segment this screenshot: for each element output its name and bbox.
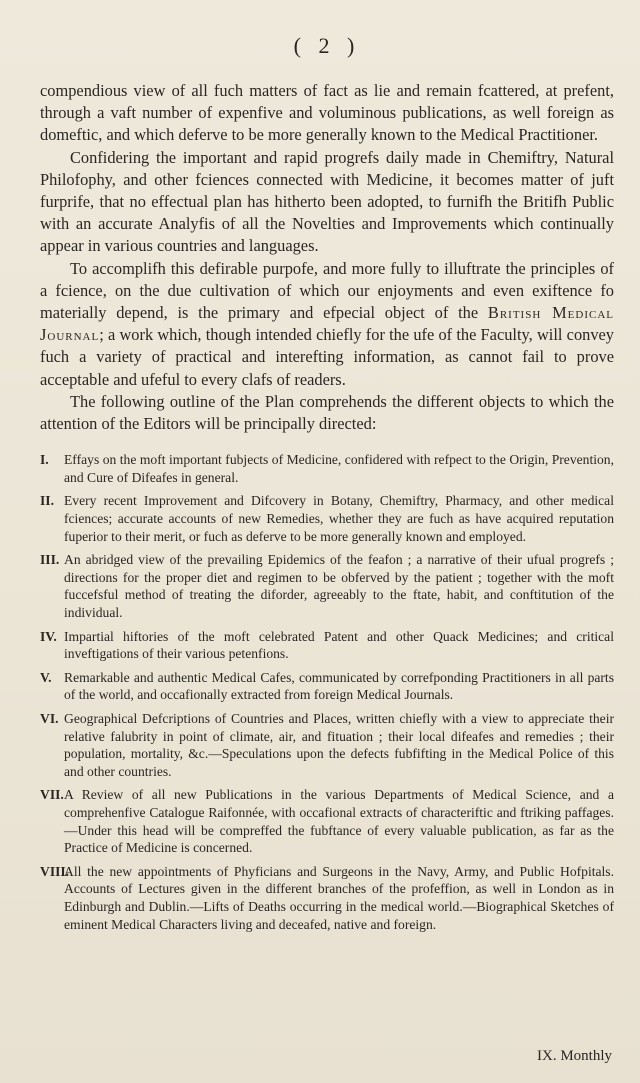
list-item [40, 451, 614, 486]
list-item [40, 669, 614, 704]
list-item-text: Impartial hiftories of the moft celebrated Patent and other Quack Medicines; and critical inveftigations of their various petenfions. [64, 628, 614, 662]
paragraph-3 [40, 258, 614, 391]
paragraph-3-after: ; a work which, though intended chiefly for the ufe of the Faculty, will convey fuch a variety of practical and interefting information, as cannot fail to prove acceptable and ufeful to every clafs of readers. [40, 325, 614, 389]
list-item-number: VIII. [40, 863, 70, 879]
body-text [40, 80, 614, 435]
list-item-text: Geographical Defcriptions of Countries and Places, written chiefly with a view to appreciate their relative falubrity in point of climate, air, and fituation ; their local difeafes and remedies ; their population, mortality, &c.—Speculations upon the defects fubfifting in the Medical Police of this and other countries. [64, 710, 614, 779]
list-item-number: VII. [40, 787, 64, 803]
list-item-text: Remarkable and authentic Medical Cafes, communicated by correfponding Practitioners in all parts of the world, and occafionally extracted from foreign Medical Journals. [64, 669, 614, 703]
list-item [40, 628, 614, 663]
paragraph-1: compendious view of all fuch matters of fact as lie and remain fcattered, at prefent, through a vaft number of expenfive and voluminous publications, as well foreign as domeftic, and which deferve to be more generally known to the Medical Practitioner. [40, 81, 614, 145]
list-item-number: IV. [40, 628, 57, 644]
list-item-text: Effays on the moft important fubjects of Medicine, confidered with refpect to the Origin, Prevention, and Cure of Difeafes in general. [64, 452, 614, 485]
list-item [40, 492, 614, 545]
list-item-text: An abridged view of the prevailing Epidemics of the feafon ; a narrative of their ufual progrefs ; directions for the proper diet and regimen to be obferved by the patient ; together with the moft fuccefsful method of treating the diforder, agreeably to the ftate, habit, and conftitution of the individual. [64, 552, 614, 620]
list-item-text: A Review of all new Publications in the various Departments of Medical Science, and a comprehenfive Catalogue Raifonnée, with occafional extracts of characteriftic and ftriking paffages.—Under this head will be compreffed the fubftance of every valuable publication, as far as the Practice of Medicine is concerned. [64, 787, 614, 856]
paragraph-3-before: To accomplifh this defirable purpofe, and more fully to illuftrate the principles of a fcience, on the due cultivation of which our enjoyments and even exiftence fo materially depend, is the primary and efpecial object of the [40, 258, 614, 323]
list-item [40, 710, 614, 780]
list-item-text: All the new appointments of Phyficians and Surgeons in the Navy, Army, and Public Hofpitals. Accounts of Lectures given in the different branches of the profeffion, as well in London as in Edinburgh and Dublin.—Lifts of Deaths occurring in the medical world.—Biographical Sketches of eminent Medical Characters living and deceafed, native and foreign. [64, 863, 614, 932]
list-item [40, 863, 614, 933]
list-item [40, 786, 614, 856]
page-number: ( 2 ) [293, 33, 361, 58]
list-item-number: I. [40, 452, 49, 468]
list-item-number: III. [40, 552, 60, 568]
journal-name: British Medical Journal [40, 303, 614, 345]
paragraph-4: The following outline of the Plan comprehends the different objects to which the attention of the Editors will be principally directed: [40, 391, 614, 434]
catchword: IX. Monthly [537, 1048, 612, 1064]
list-item-number: V. [40, 669, 52, 685]
list-item-text: Every recent Improvement and Difcovery in Botany, Chemiftry, Pharmacy, and other medical fciences; accurate accounts of new Remedies, whether they are fuch as have acquired reputation fuperior to their merit, or fuch as deferve to be more generally known and employed. [64, 493, 614, 544]
paragraph-2: Confidering the important and rapid progrefs daily made in Chemiftry, Natural Philofophy, and other fciences connected with Medicine, it becomes matter of juft furprife, that no effectual plan has hitherto been adopted, to furnifh the Britifh Public with an accurate Analyfis of all the Novelties and Improvements which continually appear in various countries and languages. [40, 147, 614, 256]
list-item-number: II. [40, 493, 54, 509]
list-item-number: VI. [40, 710, 59, 726]
list-item [40, 551, 614, 621]
plan-list [40, 451, 614, 933]
